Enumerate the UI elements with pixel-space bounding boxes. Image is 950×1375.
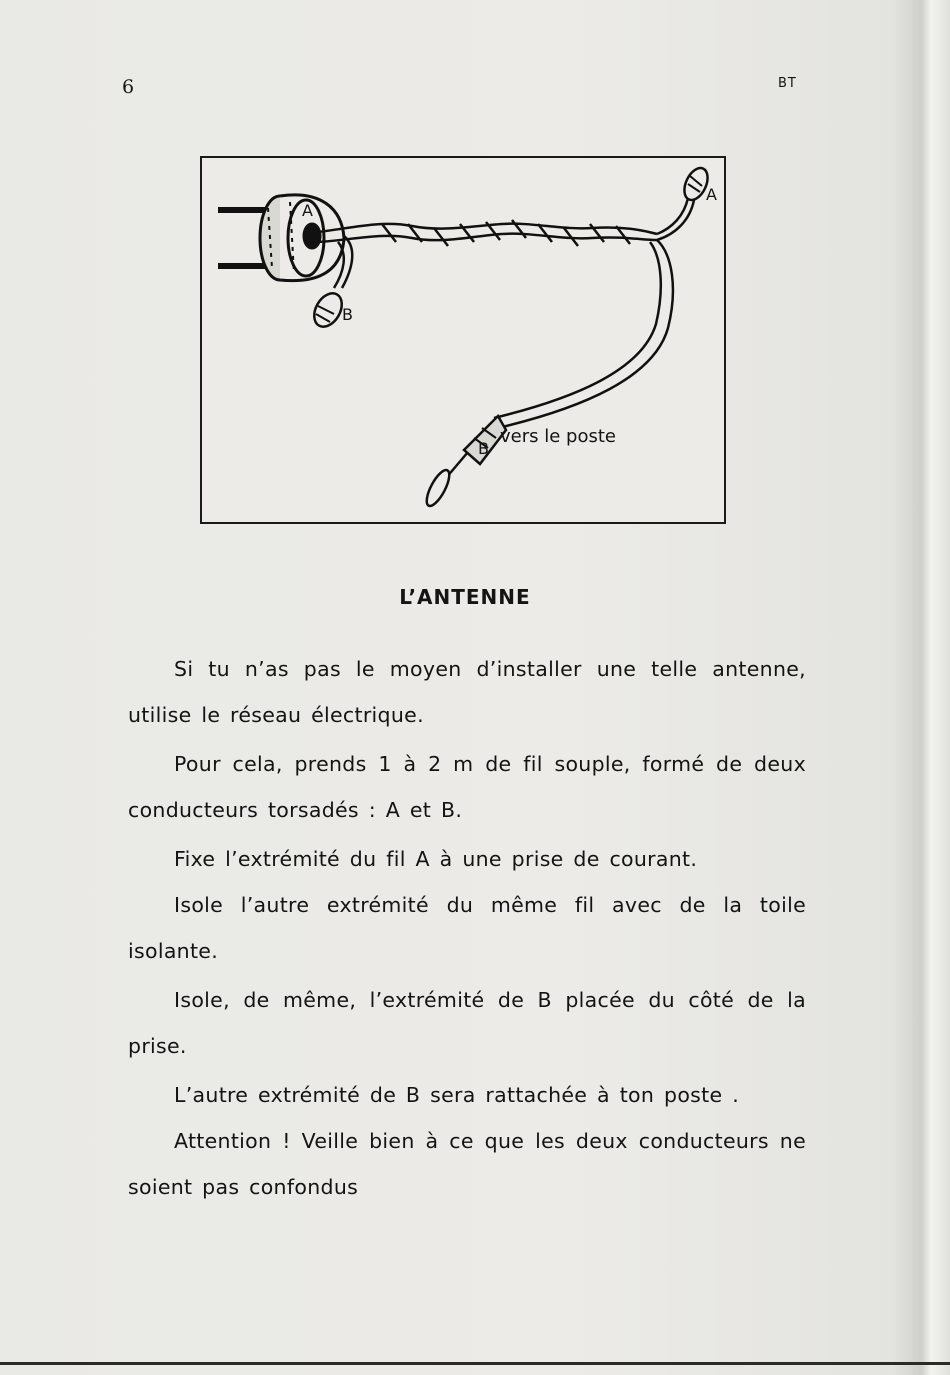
label-b-clip: B	[342, 305, 353, 324]
series-code: BT	[778, 76, 797, 91]
plug-icon	[218, 195, 344, 281]
wire-b	[494, 240, 673, 428]
paragraph-6: L’autre extrémité de B sera rattachée à ton poste .	[174, 1083, 740, 1107]
wire-a	[657, 198, 694, 240]
antenna-illustration	[200, 156, 726, 524]
twisted-wire	[318, 220, 657, 246]
label-b-plug: B	[478, 439, 489, 458]
section-heading: L’ANTENNE	[399, 585, 531, 609]
page-bottom-edge	[0, 1362, 950, 1365]
banana-plug-icon	[422, 416, 506, 509]
paragraph-1: Si tu n’as pas le moyen d’installer une telle antenne, utilise le réseau électrique.	[128, 657, 806, 727]
paragraph-2: Pour cela, prends 1 à 2 m de fil souple, formé de deux conducteurs torsadés : A et B.	[128, 752, 806, 822]
paragraph-7: Attention ! Veille bien à ce que les deux conducteurs ne soient pas confondus	[128, 1129, 806, 1199]
paragraph-5: Isole, de même, l’extrémité de B placée du côté de la prise.	[128, 988, 806, 1058]
body-text	[128, 646, 806, 1210]
antenna-drawing	[202, 158, 724, 522]
figure-caption: vers le poste	[500, 426, 616, 447]
label-a-clip: A	[706, 185, 717, 204]
page-number: 6	[122, 76, 135, 98]
label-a-plug: A	[302, 201, 313, 220]
paragraph-4: Isole l’autre extrémité du même fil avec de la toile isolante.	[128, 893, 806, 963]
paragraph-3: Fixe l’extrémité du fil A à une prise de courant.	[174, 847, 698, 871]
